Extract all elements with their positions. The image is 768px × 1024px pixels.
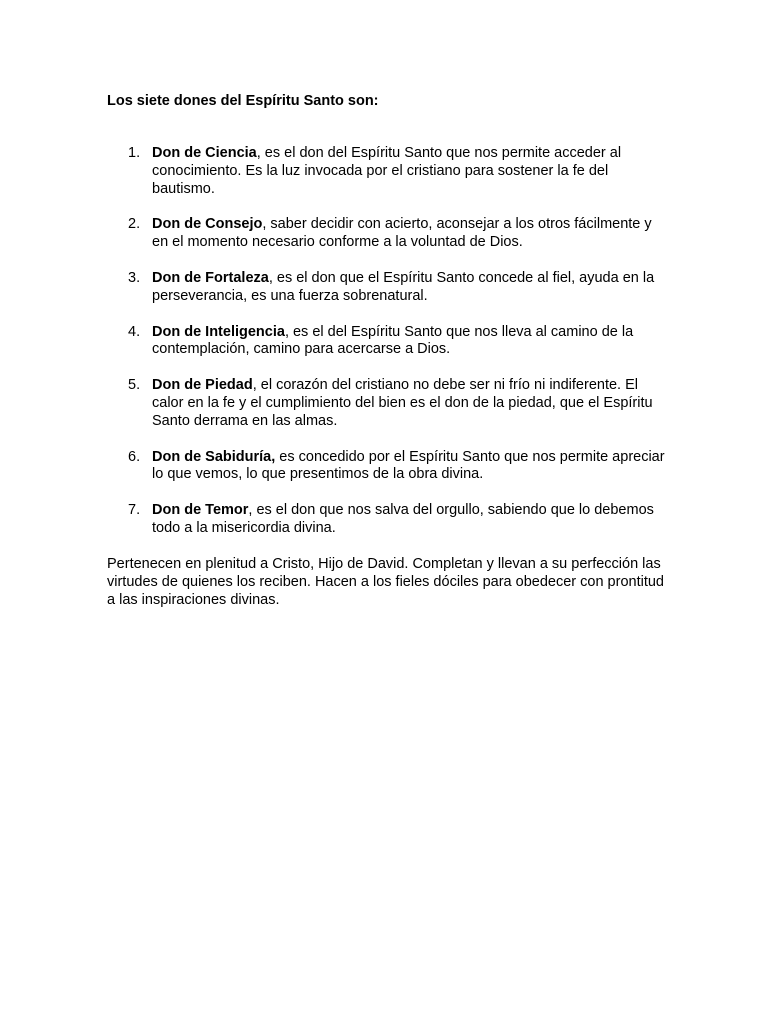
list-item	[107, 377, 667, 430]
list-item	[107, 502, 667, 538]
gift-term: Don de Temor	[152, 502, 249, 519]
gift-description: , el corazón del cristiano no debe ser ni frío ni indiferente. El calor en la fe y el cumplimiento del bien es el don de la piedad, que el Espíritu Santo derrama en las almas.	[152, 377, 653, 429]
gift-term: Don de Consejo	[152, 216, 263, 233]
list-item	[107, 270, 667, 306]
gift-term: Don de Inteligencia	[152, 323, 285, 340]
item-number: 7.	[128, 502, 141, 519]
item-number: 3.	[128, 269, 141, 286]
item-number: 2.	[128, 216, 141, 233]
gift-term: Don de Sabiduría,	[152, 448, 276, 465]
gift-description: , saber decidir con acierto, aconsejar a los otros fácilmente y en el momento necesario conforme a la voluntad de Dios.	[152, 216, 652, 251]
gift-term: Don de Ciencia	[152, 145, 257, 161]
list-item	[107, 145, 667, 198]
gift-term: Don de Piedad	[152, 377, 253, 394]
gift-description: , es el don que nos salva del orgullo, sabiendo que lo debemos todo a la misericordia divina.	[152, 502, 654, 536]
gift-description: , es el don del Espíritu Santo que nos permite acceder al conocimiento. Es la luz invocada por el cristiano para sostener la fe del bautismo.	[152, 145, 622, 197]
item-number: 5.	[128, 377, 141, 394]
list-item	[107, 449, 667, 485]
closing-paragraph: Pertenecen en plenitud a Cristo, Hijo de David. Completan y llevan a su perfección las virtudes de quienes los reciben. Hacen a los fieles dóciles para obedecer con prontitud a las inspiraciones divinas.	[107, 556, 664, 608]
item-number: 6.	[128, 448, 141, 465]
list-item	[107, 216, 667, 252]
gift-description: , es el don que el Espíritu Santo concede al fiel, ayuda en la perseverancia, es una fuerza sobrenatural.	[152, 269, 655, 304]
document-title: Los siete dones del Espíritu Santo son:	[107, 93, 379, 109]
gift-description: es concedido por el Espíritu Santo que nos permite apreciar lo que vemos, lo que presentimos de la obra divina.	[152, 448, 665, 483]
gifts-list	[107, 145, 667, 556]
gift-term: Don de Fortaleza	[152, 269, 269, 286]
list-item	[107, 324, 667, 360]
item-number: 1.	[128, 145, 141, 161]
gift-description: , es el del Espíritu Santo que nos lleva al camino de la contemplación, camino para acercarse a Dios.	[152, 323, 634, 358]
item-number: 4.	[128, 323, 141, 340]
